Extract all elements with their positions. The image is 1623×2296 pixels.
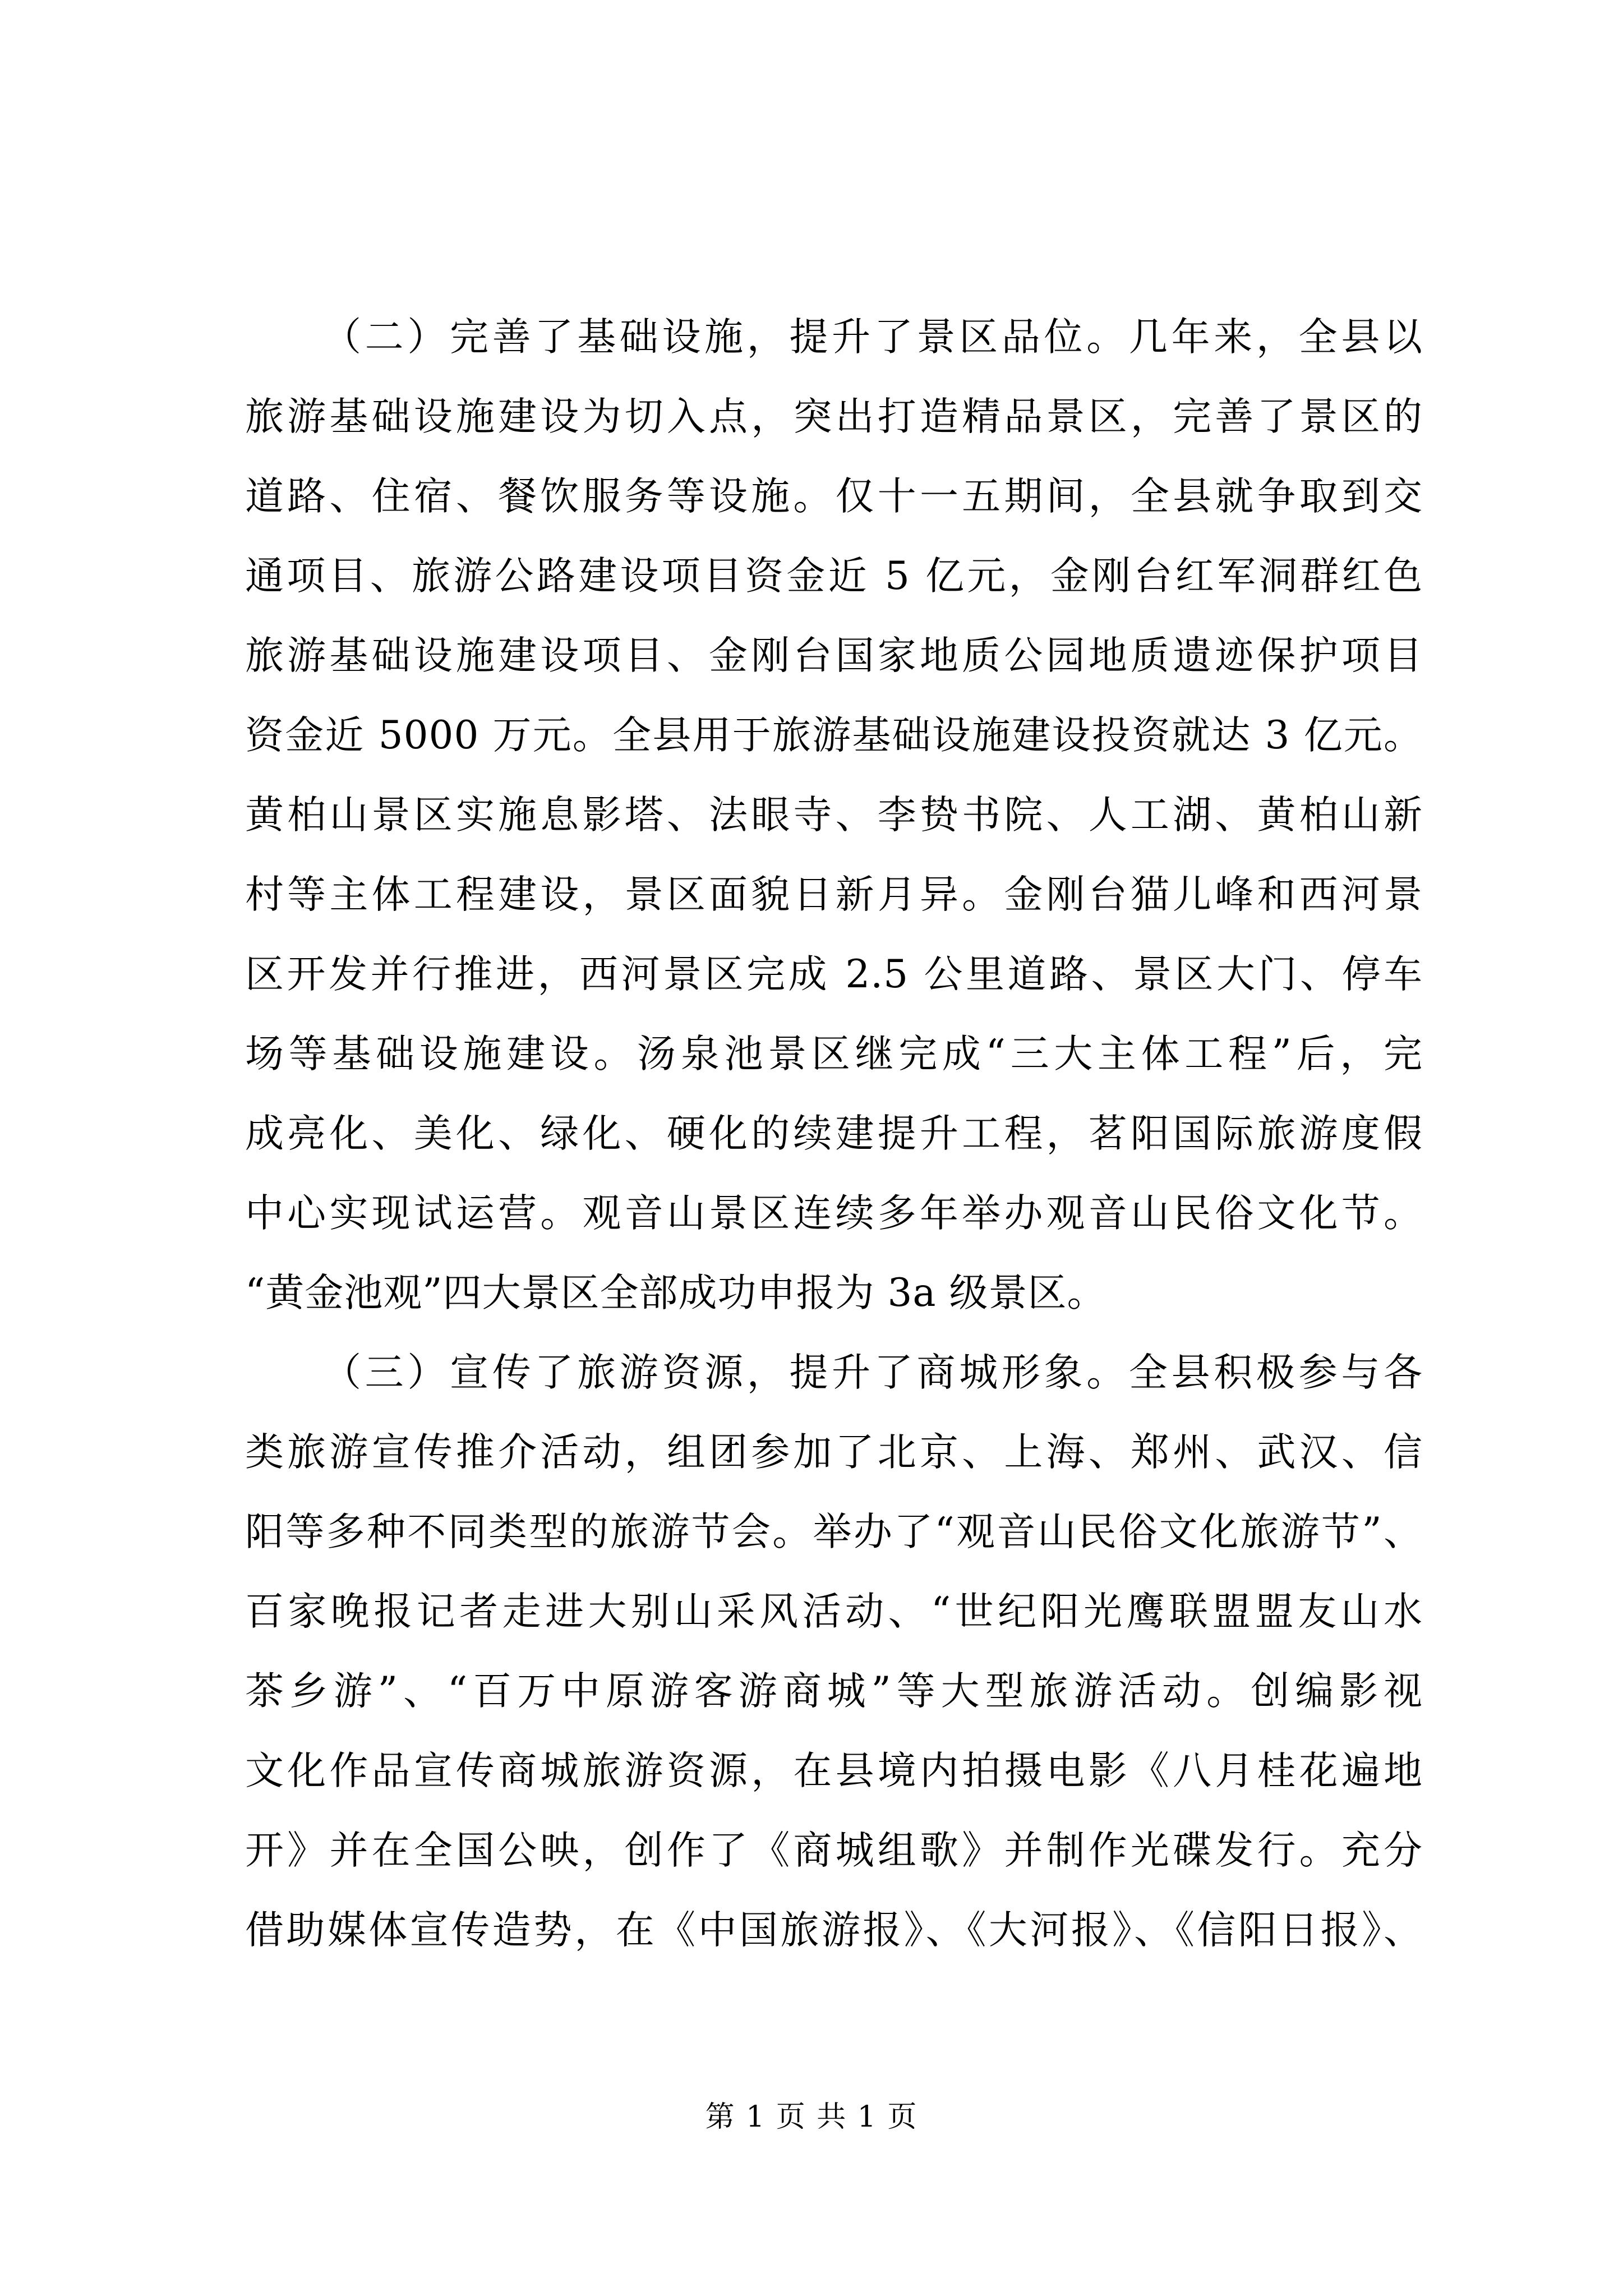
paragraph-line: 成亮化、美化、绿化、硬化的续建提升工程，茗阳国际旅游度假 — [245, 1111, 1423, 1156]
paragraph-line: （二）完善了基础设施，提升了景区品位。几年来，全县以 — [322, 315, 1423, 360]
paragraph-line: 场等基础设施建设。汤泉池景区继完成“三大主体工程”后，完 — [245, 1032, 1423, 1076]
paragraph-line: 类旅游宣传推介活动，组团参加了北京、上海、郑州、武汉、信 — [245, 1430, 1423, 1475]
paragraph-line: “黄金池观”四大景区全部成功申报为 3a 级景区。 — [245, 1271, 1106, 1315]
paragraph-line: 旅游基础设施建设项目、金刚台国家地质公园地质遗迹保护项目 — [245, 633, 1423, 678]
paragraph-line: 黄柏山景区实施息影塔、法眼寺、李贽书院、人工湖、黄柏山新 — [245, 793, 1423, 838]
paragraph-line: 通项目、旅游公路建设项目资金近 5 亿元，金刚台红军洞群红色 — [245, 554, 1423, 599]
paragraph-line: 中心实现试运营。观音山景区连续多年举办观音山民俗文化节。 — [245, 1191, 1423, 1236]
paragraph-line: 村等主体工程建设，景区面貌日新月异。金刚台猫儿峰和西河景 — [245, 872, 1423, 917]
paragraph-line: 阳等多种不同类型的旅游节会。举办了“观音山民俗文化旅游节”、 — [245, 1510, 1423, 1554]
paragraph-line: 文化作品宣传商城旅游资源，在县境内拍摄电影《八月桂花遍地 — [245, 1749, 1423, 1793]
paragraph-line: 百家晚报记者走进大别山采风活动、“世纪阳光鹰联盟盟友山水 — [245, 1589, 1423, 1634]
paragraph-line: 开》并在全国公映，创作了《商城组歌》并制作光碟发行。充分 — [245, 1828, 1423, 1873]
paragraph-line: 道路、住宿、餐饮服务等设施。仅十一五期间，全县就争取到交 — [245, 474, 1423, 519]
paragraph-line: （三）宣传了旅游资源，提升了商城形象。全县积极参与各 — [322, 1350, 1423, 1395]
paragraph-line: 区开发并行推进，西河景区完成 2.5 公里道路、景区大门、停车 — [245, 952, 1423, 997]
paragraph-line: 资金近 5000 万元。全县用于旅游基础设施建设投资就达 3 亿元。 — [245, 713, 1423, 758]
paragraph-line: 茶乡游”、“百万中原游客游商城”等大型旅游活动。创编影视 — [245, 1669, 1423, 1714]
page-number-footer: 第 1 页 共 1 页 — [705, 2100, 918, 2134]
paragraph-line: 旅游基础设施建设为切入点，突出打造精品景区，完善了景区的 — [245, 394, 1423, 439]
document-body — [245, 297, 1423, 1970]
paragraph-line: 借助媒体宣传造势，在《中国旅游报》、《大河报》、《信阳日报》、 — [245, 1908, 1423, 1953]
